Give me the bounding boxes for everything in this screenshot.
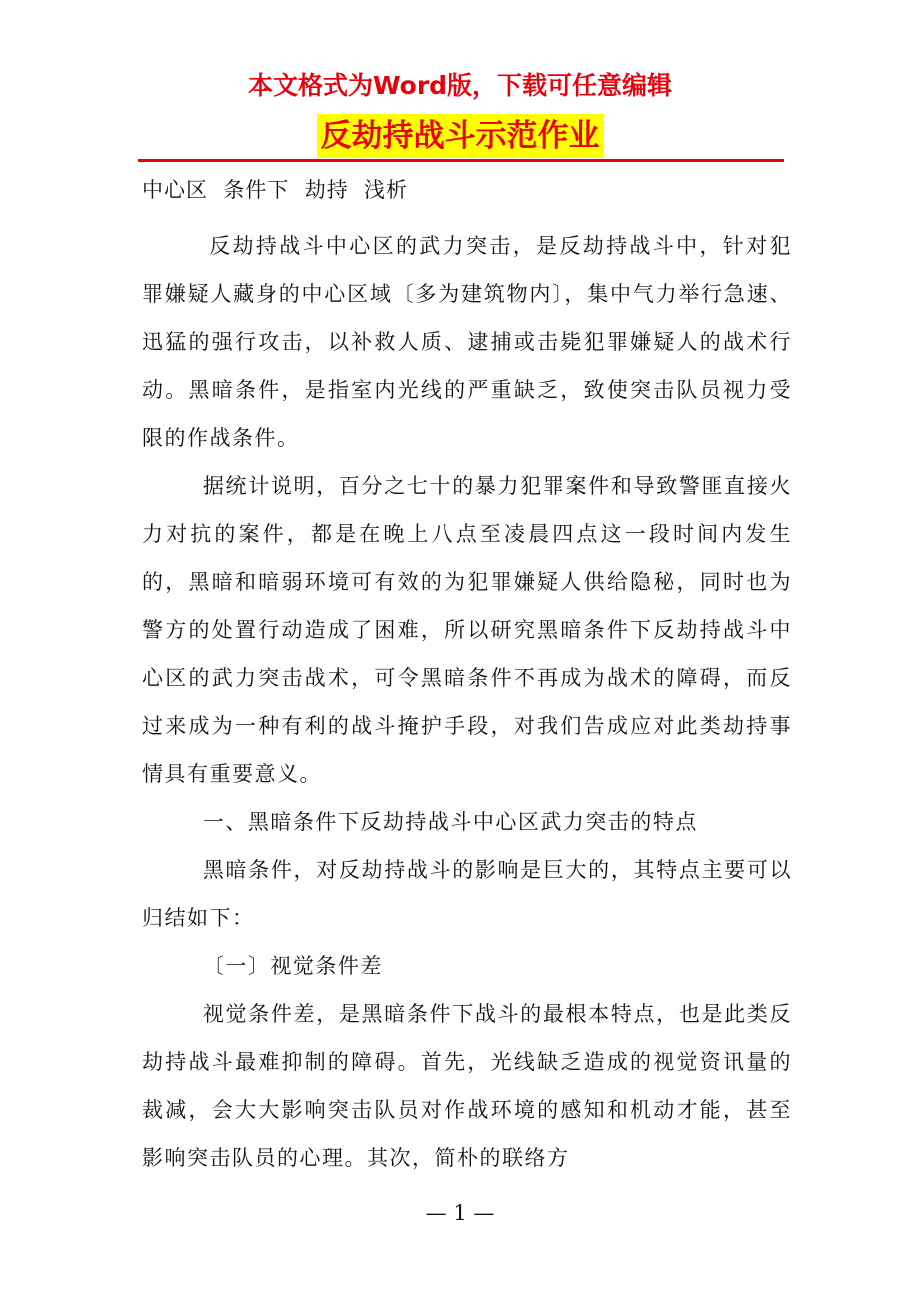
subsection-heading: 〔一〕视觉条件差	[202, 954, 383, 978]
keywords-line: 中心区 条件下 劫持 浅析	[142, 178, 409, 202]
paragraph: 据统计说明，百分之七十的暴力犯罪案件和导致警匪直接火力对抗的案件，都是在晚上八点至凌晨四点这一段时间内发生的，黑暗和暗弱环境可有效的为犯罪嫌疑人供给隐秘，同时也为警方的处置行动造成了困难，所以研究黑暗条件下反劫持战斗中心区的武力突击战术，可令黑暗条件不再成为战术的障碍，而反过来成为一种有利的战斗掩护手段，对我们告成应对此类劫持事情具有重要意义。	[142, 474, 792, 786]
title-container	[0, 114, 920, 158]
title-divider	[138, 159, 784, 162]
page-number: — 1 —	[425, 1201, 495, 1225]
format-banner: 本文格式为Word版，下载可任意编辑	[247, 71, 673, 100]
document-body	[142, 222, 792, 1182]
paragraph: 反劫持战斗中心区的武力突击，是反劫持战斗中，针对犯罪嫌疑人藏身的中心区域〔多为建筑物内〕，集中气力举行急速、迅猛的强行攻击，以补救人质、逮捕或击毙犯罪嫌疑人的战术行动。黑暗条件，是指室内光线的严重缺乏，致使突击队员视力受限的作战条件。	[142, 234, 792, 450]
paragraph: 视觉条件差，是黑暗条件下战斗的最根本特点，也是此类反劫持战斗最难抑制的障碍。首先，光线缺乏造成的视觉资讯量的裁减，会大大影响突击队员对作战环境的感知和机动才能，甚至影响突击队员的心理。其次，简朴的联络方	[142, 1002, 792, 1170]
section-heading: 一、黑暗条件下反劫持战斗中心区武力突击的特点	[202, 810, 698, 834]
paragraph: 黑暗条件，对反劫持战斗的影响是巨大的，其特点主要可以归结如下：	[142, 858, 792, 930]
document-title: 反劫持战斗示范作业	[317, 114, 604, 158]
